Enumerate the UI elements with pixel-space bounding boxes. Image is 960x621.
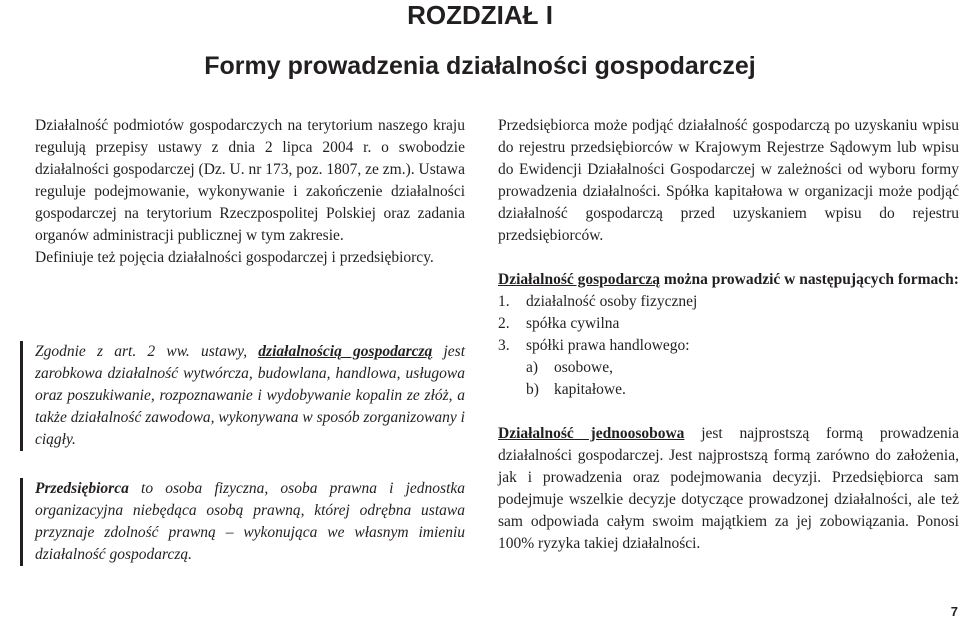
left-column: [35, 115, 465, 269]
list-item: 3. spółki prawa handlowego:: [498, 337, 690, 354]
definition-business-activity: Zgodnie z art. 2 ww. ustawy, działalnością gospodarczą jest zarobkowa działalność wytwórcza, budowlana, handlowa, usługowa oraz poszukiwanie, rozpoznawanie i wydobywanie kopalin ze złóż, a także działalność zawodowa, wykonywana w sposób zorganizowany i ciągły.: [35, 343, 466, 448]
list-item: 1. działalność osoby fizycznej: [498, 293, 698, 310]
term-sole-proprietorship: Działalność jednoosobowa: [498, 425, 685, 442]
term-entrepreneur: Przedsiębiorca: [35, 480, 129, 497]
page-number: 7: [950, 604, 958, 619]
list-item: 2. spółka cywilna: [498, 315, 620, 332]
definitions-paragraph: Definiuje też pojęcia działalności gospodarczej i przedsiębiorcy.: [35, 249, 434, 266]
list-subitem: b) kapitałowe.: [526, 381, 626, 398]
intro-paragraph: Działalność podmiotów gospodarczych na terytorium naszego kraju regulują przepisy ustawy z dnia 2 lipca 2004 r. o swobodzie działalności gospodarczej (Dz. U. nr 173, poz. 1807, ze zm.). Ustawa reguluje podejmowanie, wykonywanie i zakończenie działalności gospodarczej na terytorium Rzeczpospolitej Polskiej oraz zadania organów administracji publicznej w tym zakresie.: [35, 117, 465, 244]
definition-bar: [20, 341, 23, 451]
definition-entrepreneur: Przedsiębiorca to osoba fizyczna, osoba prawna i jednostka organizacyjna niebędąca osobą prawną, której odrębna ustawa przyznaje zdolność prawną – wykonująca we własnym imieniu działalność gospodarczą.: [35, 480, 466, 563]
page-title: Formy prowadzenia działalności gospodarczej: [204, 52, 756, 80]
forms-list: [498, 291, 959, 401]
sole-proprietorship-paragraph: Działalność jednoosobowa jest najprostszą formą prowadzenia działalności gospodarczej. Jest najprostszą formą zarówno do założenia, jak i prowadzenia oraz podejmowania decyzji. Przedsiębiorca sam podejmuje wszelkie decyzje dotyczące prowadzonej działalności, ale też sam odpowiada całym swoim majątkiem za jej zobowiązania. Ponosi 100% ryzyka takiej działalności.: [498, 425, 959, 552]
term-business-activity: działalnością gospodarczą: [258, 343, 433, 360]
forms-intro: Działalność gospodarczą można prowadzić w następujących formach:: [498, 271, 959, 288]
right-column: [498, 115, 959, 555]
chapter-heading: ROZDZIAŁ I: [407, 0, 553, 30]
registration-paragraph: Przedsiębiorca może podjąć działalność gospodarczą po uzyskaniu wpisu do rejestru przedsiębiorców w Krajowym Rejestrze Sądowym lub wpisu do Ewidencji Działalności Gospodarczej w zależności od wyboru formy prowadzenia działalności. Spółka kapitałowa w organizacji może podjąć działalność gospodarczą przed uzyskaniem wpisu do rejestru przedsiębiorców.: [498, 117, 959, 244]
definition-bar: [20, 478, 23, 566]
list-subitem: a) osobowe,: [526, 359, 613, 376]
